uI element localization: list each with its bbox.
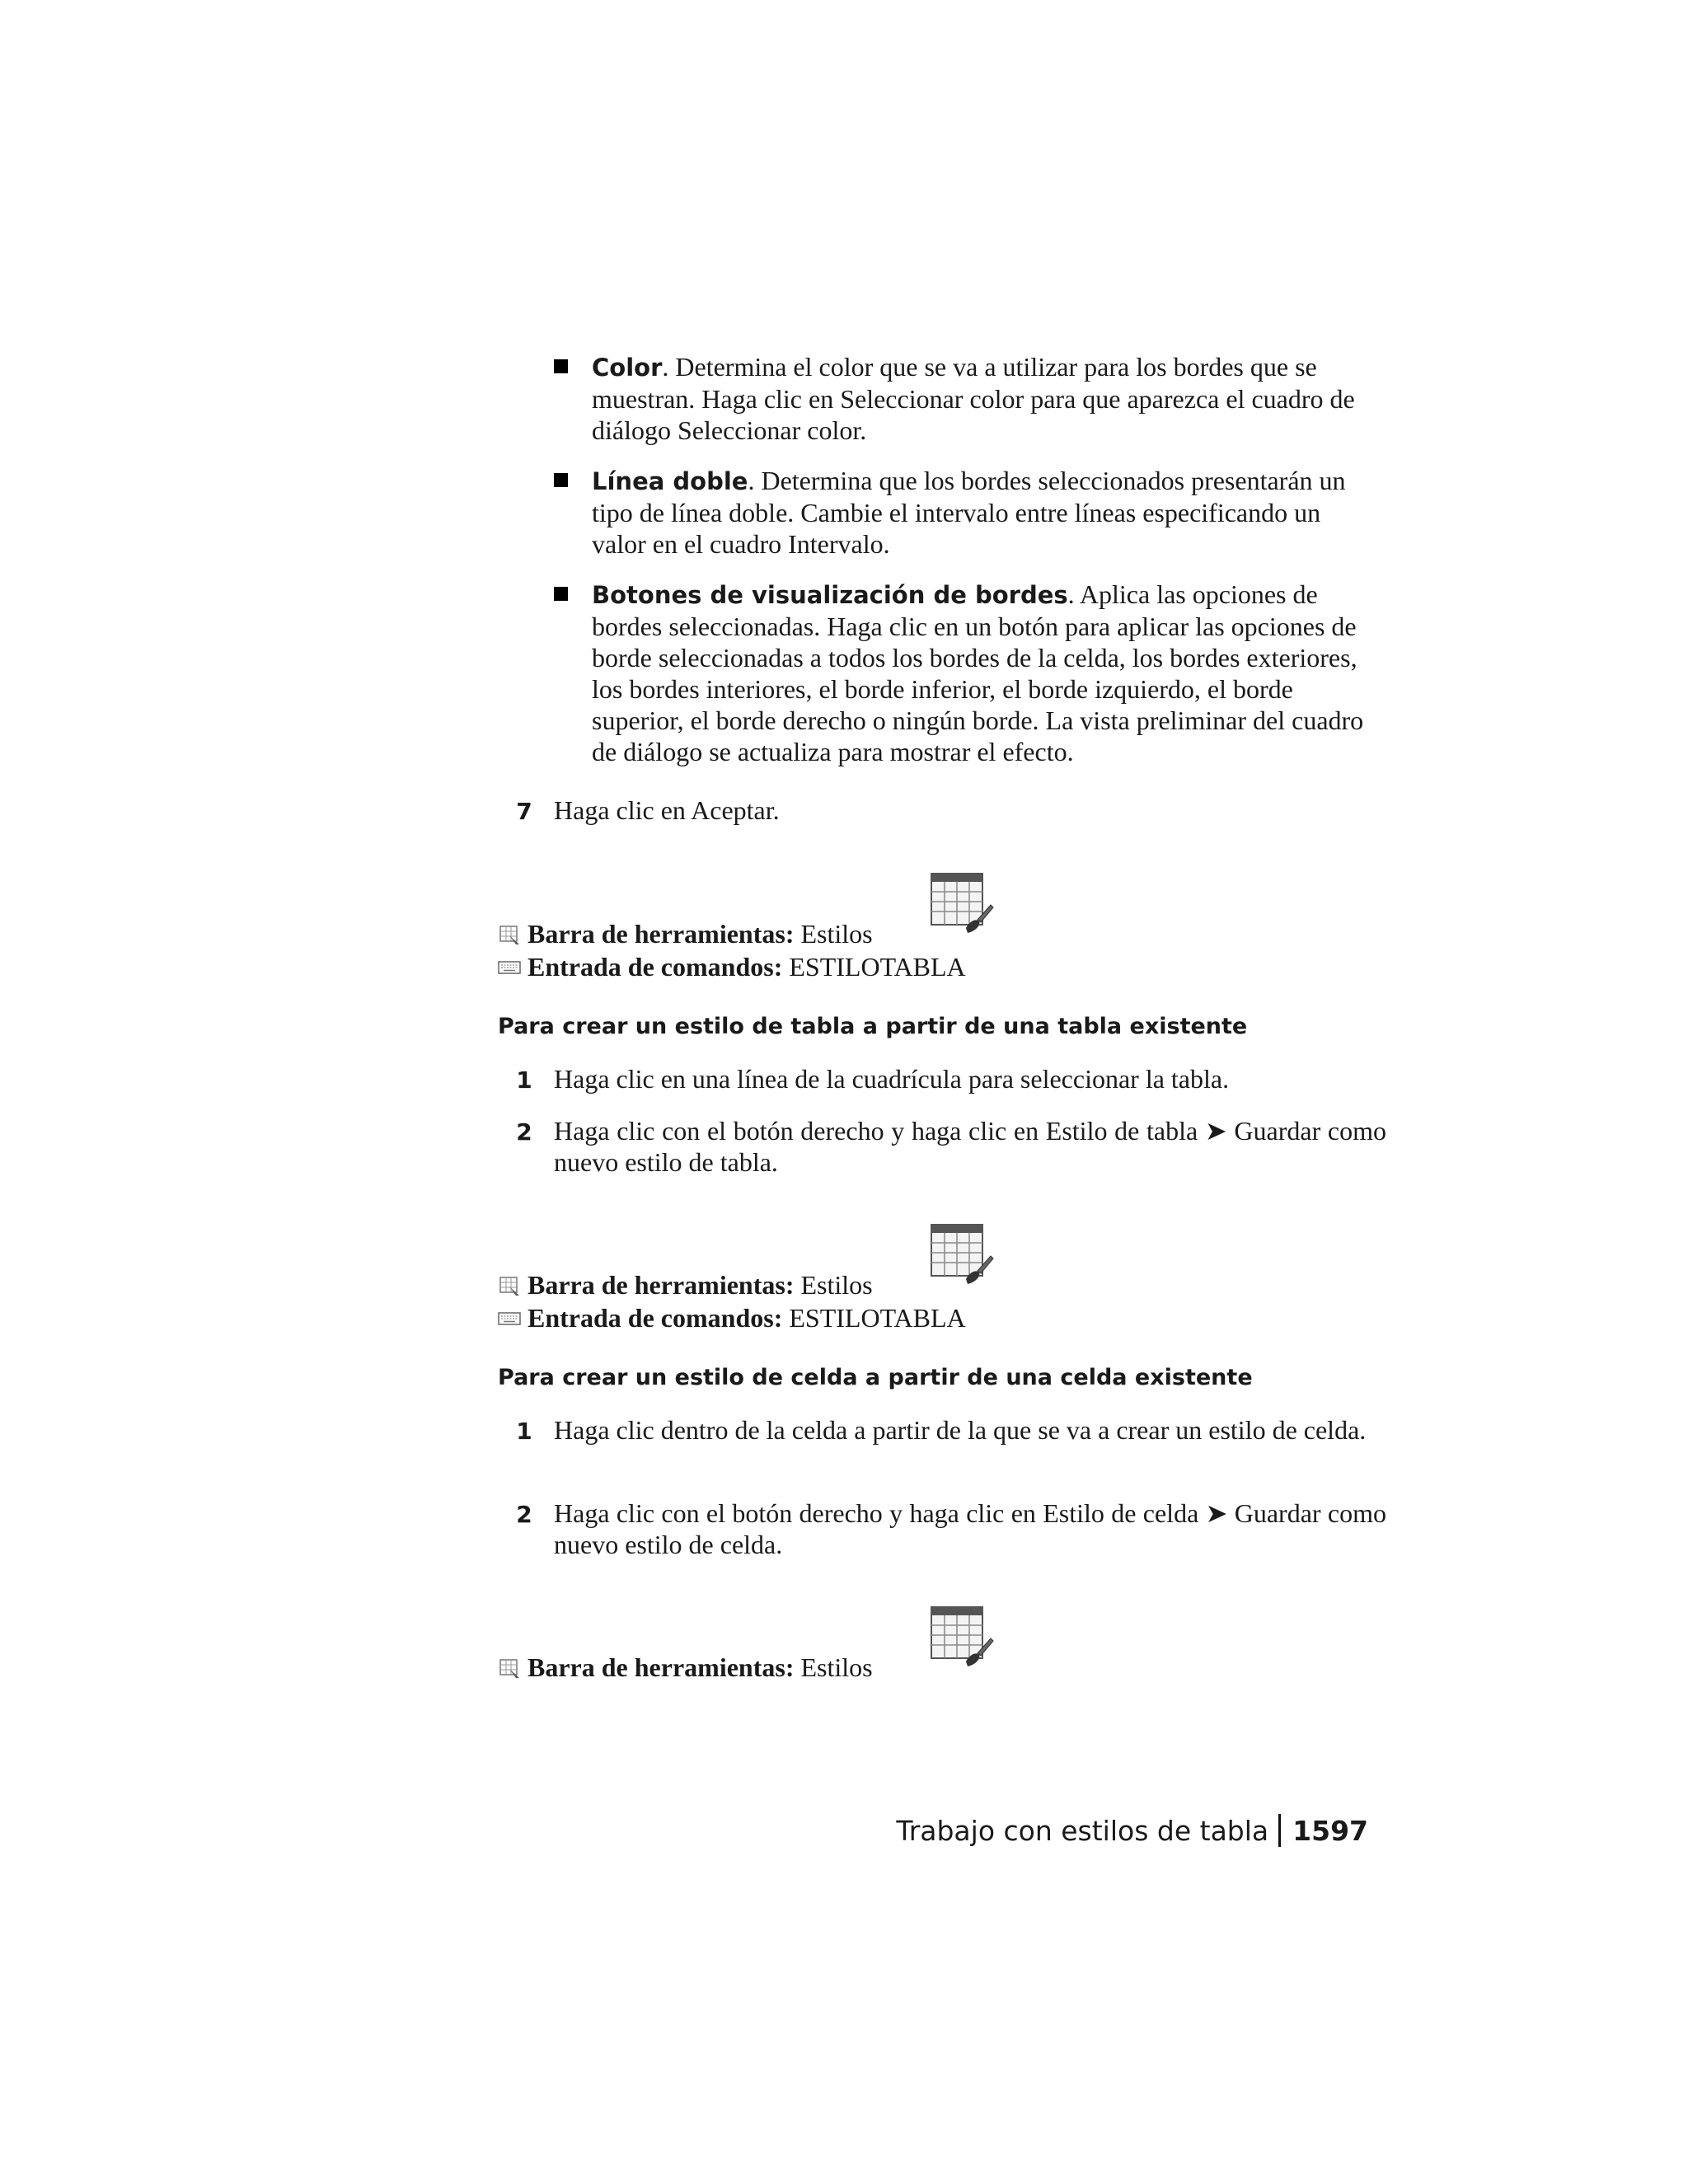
- section-heading: Para crear un estilo de celda a partir de una celda existente: [498, 1365, 1253, 1390]
- toolbar-value: Estilos: [800, 1652, 873, 1682]
- step-number: 2: [516, 1118, 532, 1146]
- step-number: 1: [516, 1418, 532, 1445]
- bullet-square: [554, 359, 568, 373]
- command-value: ESTILOTABLA: [789, 1303, 966, 1333]
- section-heading: Para crear un estilo de tabla a partir de una tabla existente: [498, 1014, 1248, 1039]
- footer-separator: [1278, 1814, 1281, 1847]
- command-value: ESTILOTABLA: [789, 952, 966, 982]
- toolbar-reference: [498, 918, 873, 949]
- toolbar-icon: [498, 1657, 521, 1679]
- bullet-text: [592, 465, 1370, 560]
- toolbar-value: Estilos: [800, 919, 873, 949]
- bullet-lead: Color: [592, 354, 663, 382]
- toolbar-reference: [498, 1269, 873, 1301]
- table-style-icon: [928, 1604, 994, 1673]
- command-label: Entrada de comandos:: [528, 1303, 783, 1333]
- step-number: 7: [516, 798, 532, 825]
- toolbar-icon: [498, 1275, 521, 1296]
- keyboard-icon: [498, 957, 521, 978]
- step-text: Haga clic en Aceptar.: [554, 795, 780, 825]
- command-label: Entrada de comandos:: [528, 952, 783, 982]
- toolbar-reference: [498, 1652, 873, 1683]
- bullet-body: . Determina el color que se va a utilizar para los bordes que se muestran. Haga clic en Seleccionar color para que aparezca el cuadro de diálogo Seleccionar color.: [592, 352, 1355, 445]
- bullet-body: . Aplica las opciones de bordes seleccionadas. Haga clic en un botón para aplicar las opciones de borde seleccionadas a todos los bordes de la celda, los bordes exteriores, los bordes interiores, el borde inferior, el borde izquierdo, el borde superior, el borde derecho o ningún borde. La vista preliminar del cuadro de diálogo se actualiza para mostrar el efecto.: [592, 579, 1364, 766]
- command-reference: [498, 951, 966, 982]
- bullet-text: [592, 351, 1370, 446]
- bullet-square: [554, 587, 568, 601]
- bullet-body: . Determina que los bordes seleccionados presentarán un tipo de línea doble. Cambie el intervalo entre líneas especificando un valor en el cuadro Intervalo.: [592, 466, 1346, 559]
- bullet-text: [592, 579, 1370, 767]
- toolbar-value: Estilos: [800, 1270, 873, 1300]
- page-footer: [896, 1813, 1368, 1849]
- table-style-icon: [928, 870, 994, 940]
- toolbar-label: Barra de herramientas:: [528, 1270, 795, 1300]
- bullet-square: [554, 473, 568, 487]
- step-text: Haga clic con el botón derecho y haga clic en Estilo de tabla ➤ Guardar como nuevo estilo de tabla.: [554, 1116, 1386, 1177]
- footer-section-title: Trabajo con estilos de tabla: [896, 1815, 1269, 1847]
- toolbar-label: Barra de herramientas:: [528, 919, 795, 949]
- bullet-lead: Botones de visualización de bordes: [592, 581, 1068, 609]
- page-number: 1597: [1292, 1815, 1368, 1847]
- toolbar-icon: [498, 924, 521, 945]
- step-text: Haga clic con el botón derecho y haga clic en Estilo de celda ➤ Guardar como nuevo estilo de celda.: [554, 1498, 1386, 1559]
- keyboard-icon: [498, 1308, 521, 1329]
- step-number: 1: [516, 1066, 532, 1094]
- toolbar-label: Barra de herramientas:: [528, 1652, 795, 1682]
- command-reference: [498, 1302, 966, 1333]
- step-text: Haga clic dentro de la celda a partir de la que se va a crear un estilo de celda.: [554, 1415, 1367, 1445]
- step-text: Haga clic en una línea de la cuadrícula para seleccionar la tabla.: [554, 1064, 1230, 1094]
- table-style-icon: [928, 1221, 994, 1291]
- bullet-lead: Línea doble: [592, 467, 748, 495]
- step-number: 2: [516, 1501, 532, 1528]
